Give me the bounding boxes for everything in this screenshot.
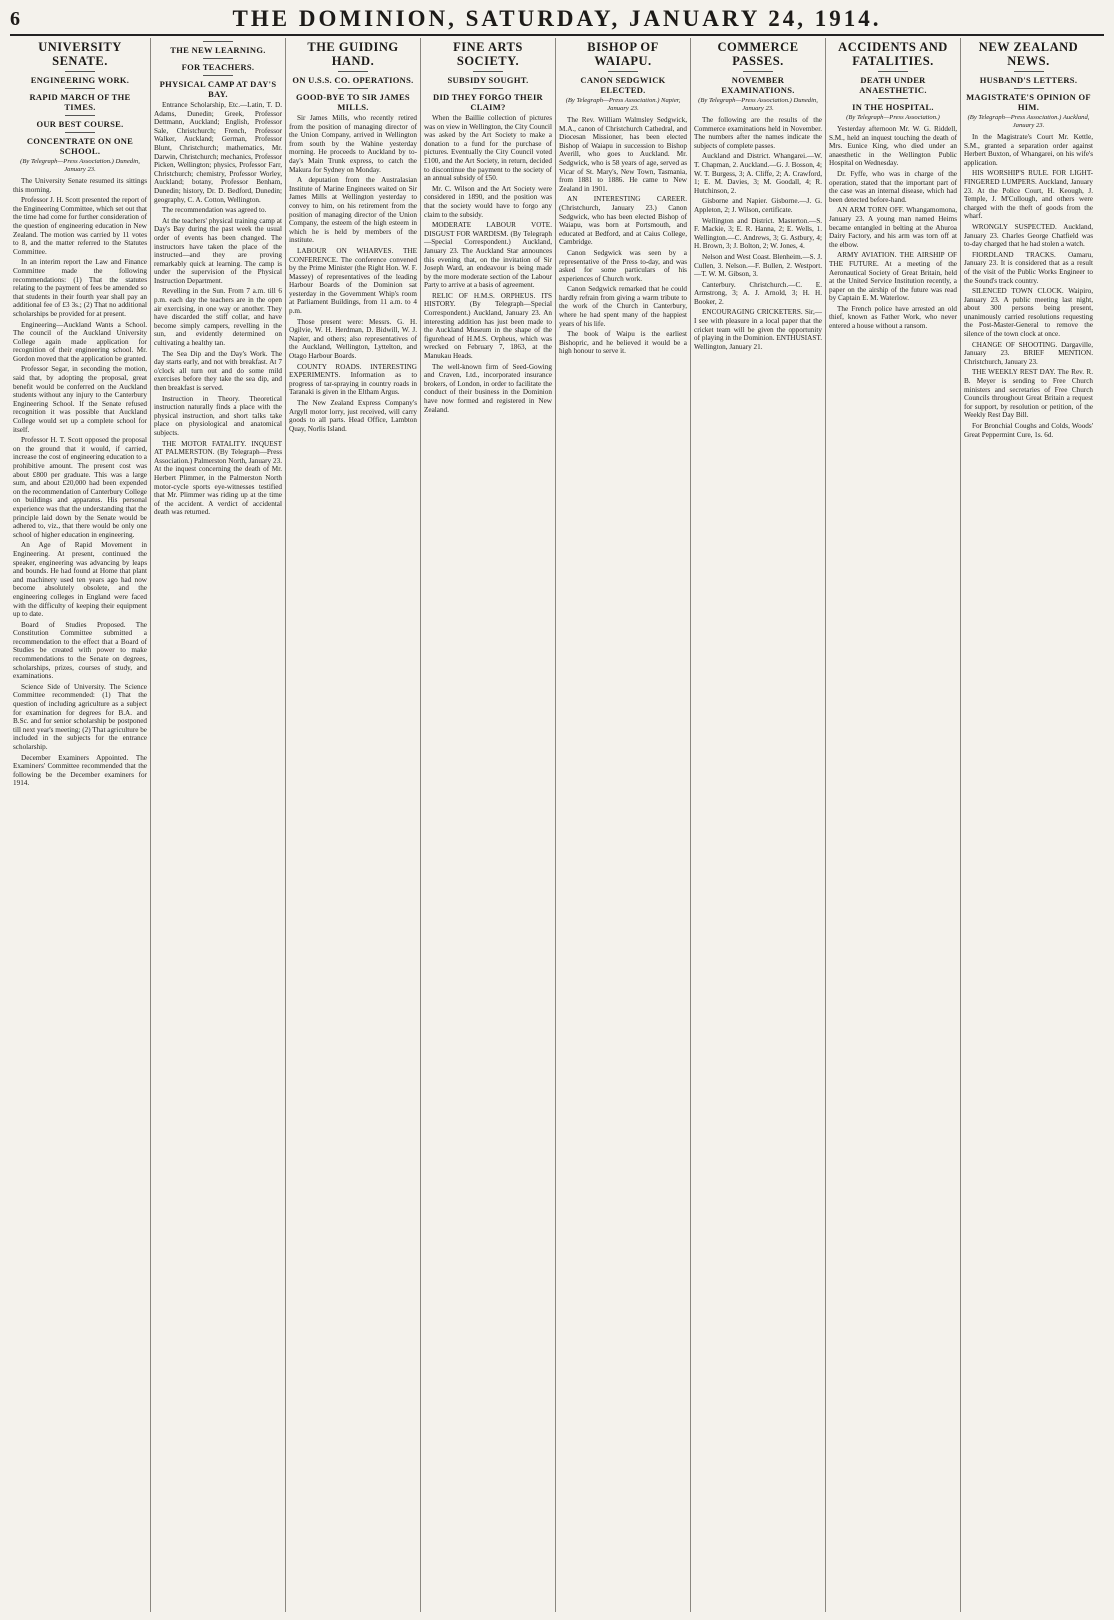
divider [65, 88, 95, 89]
masthead [10, 6, 1104, 36]
article-paragraph: Entrance Scholarship, Etc.—Latin, T. D. Adams, Dunedin; Greek, Professor Dettmann, Auckland; English, Professor Sale, Christchurch; French, Professor Walker, Auckland; German, Professor Blunt, Christchurch; mathematics, Mr. Darwin, Christchurch; mechanics, Professor Picken, Wellington; physics, Professor Farr, Christchurch; chemistry, Professor Worley, Auckland; botany, Professor Benham, Dunedin; history, Dr. D. Bedford, Dunedin; geography, C. A. Cotton, Wellington. [154, 101, 282, 204]
article-paragraph: SILENCED TOWN CLOCK. Waipiro, January 23. A public meeting last night, about 300 persons being present, unanimously carried resolutions requesting the Post-Master-General to remove the silence of the town clock at once. [964, 287, 1093, 339]
divider [743, 71, 773, 72]
article-subheading: RAPID MARCH OF THE TIMES. [29, 92, 131, 112]
article-subheading: GOOD-BYE TO SIR JAMES MILLS. [296, 92, 410, 112]
article-paragraph: The Sea Dip and the Day's Work. The day starts early, and not with breakfast. At 7 o'clock all turn out and do some mild exercises before they take the sea dip, and then breakfast is served. [154, 349, 282, 392]
article-paragraph: A deputation from the Australasian Institute of Marine Engineers waited on Sir James Mills at Wellington yesterday to convey to him, on his retirement from the position of managing director of the Union Company, the esteem of the high esteem in which he is held by members of the institute. [289, 176, 417, 245]
article-paragraph: For Bronchial Coughs and Colds, Woods' Great Peppermint Cure, 1s. 6d. [964, 422, 1093, 439]
article-paragraph: The University Senate resumed its sittings this morning. [13, 177, 147, 194]
article-paragraph: Canterbury. Christchurch.—C. E. Armstrong, 3; A. J. Arnold, 3; H. H. Booker, 2. [694, 280, 822, 306]
article-paragraph: HIS WORSHIP'S RULE. FOR LIGHT-FINGERED LUMPERS. Auckland, January 23. At the Police Court, H. Keough, J. Temple, J. M'Cullough, and others were charged with the theft of goods from the wharf. [964, 169, 1093, 221]
divider [203, 41, 233, 42]
article-byline: (By Telegraph—Press Association.) Dunedin, January 23. [698, 97, 818, 112]
article-paragraph: When the Baillie collection of pictures was on view in Wellington, the City Council was asked by the Art Society to make a donation to a fund for the purchase of pictures. Eventually the City Council voted £100, and the Art Society, in return, decided to discontinue the payment to the society of an annual subsidy of £50. [424, 114, 552, 183]
article [559, 40, 687, 356]
divider [878, 71, 908, 72]
divider [473, 71, 503, 72]
column-2 [151, 38, 286, 1612]
article-subheading: OUR BEST COURSE. [36, 119, 124, 129]
article-byline: (By Telegraph—Press Association.) Auckland, January 23. [967, 114, 1090, 129]
divider [1014, 88, 1044, 89]
column-7 [826, 38, 961, 1612]
divider [473, 88, 503, 89]
divider [608, 71, 638, 72]
article-paragraph: RELIC OF H.M.S. ORPHEUS. ITS HISTORY. (By Telegraph—Special Correspondent.) Auckland, January 23. An interesting addition has just been made to the Auckland Museum in the shape of the figurehead of H.M.S. Orpheus, which was wrecked on February 7, 1863, at the Manukau Heads. [424, 291, 552, 361]
article-paragraph: Nelson and West Coast. Blenheim.—S. J. Cullen, 3. Nelson.—F. Bullen, 2. Westport.—T. W. M. Gibson, 3. [694, 252, 822, 279]
article-paragraph: Professor H. T. Scott opposed the proposal on the ground that it would, if carried, increase the cost of engineering education to a prohibitive amount. The present cost was about £800 per graduate. This was a large sum, and about £20,000 had been expended on the recommendation of Canterbury College on buildings and apparatus. His personal experience was that the understanding that the principle laid down by the Senate would be adhered to, viz., that there would be only one school of higher education in engineering. [13, 436, 147, 539]
article-byline: (By Telegraph—Press Association.) [846, 114, 940, 121]
article [964, 40, 1093, 439]
article-headline: ACCIDENTS AND FATALITIES. [838, 40, 948, 68]
article-headline: THE GUIDING HAND. [307, 40, 399, 68]
article-paragraph: At the teachers' physical training camp at Day's Bay during the past week the usual order of events has been changed. The instructors have taken the place of the instructed—and they are proving remarkably quick at learning. The camp is under the supervision of the Physical Instruction Department. [154, 216, 282, 285]
article-subheading: IN THE HOSPITAL. [852, 102, 934, 112]
article [424, 40, 552, 414]
article-byline: (By Telegraph—Press Association.) Napier, January 23. [565, 97, 681, 112]
article-subheading: DID THEY FORGO THEIR CLAIM? [433, 92, 543, 112]
article-paragraph: Canon Sedgwick remarked that he could hardly refrain from giving a warm tribute to the work of the Church in Canterbury, where he had spent many of the happiest years of his life. [559, 285, 687, 328]
page-number: 6 [10, 8, 20, 30]
article-paragraph: Gisborne and Napier. Gisborne.—J. G. Appleton, 2; J. Wilson, certificate. [694, 197, 822, 214]
article-subheading: MAGISTRATE'S OPINION OF HIM. [966, 92, 1091, 112]
article-paragraph: An Age of Rapid Movement in Engineering. At present, continued the speaker, engineering was advancing by leaps and bounds. He had found at Home that plant and machinery used ten years ago had now become absolutely obsolete, and the engineering colleges in England were faced with the difficulty of keeping their equipment up to date. [13, 541, 147, 619]
article-subheading: FOR TEACHERS. [181, 62, 255, 72]
divider [65, 115, 95, 116]
article-paragraph: Engineering—Auckland Wants a School. The council of the Auckland University College again made application for recognition of their engineering school. Mr. Gordon moved that the application be granted. [13, 320, 147, 363]
article-paragraph: Instruction in Theory. Theoretical instruction naturally finds a place with the physical instruction, and short talks take place on physiological and anatomical subjects. [154, 394, 282, 437]
article-paragraph: The recommendation was agreed to. [162, 206, 267, 215]
article [154, 41, 282, 517]
divider [878, 98, 908, 99]
article-paragraph: Professor Segar, in seconding the motion, said that, by adopting the proposal, great benefit would be conferred on the Auckland students without any injury to the Canterbury Engineering School. If the Senate refused recognition it was possible that Auckland College would set up a complete school for itself. [13, 365, 147, 434]
article-subheading: HUSBAND'S LETTERS. [979, 75, 1078, 85]
article-paragraph: ENCOURAGING CRICKETERS. Sir,—I see with pleasure in a local paper that the cricket team will be given the opportunity of playing in the Dominion. ENTHUSIAST. Wellington, January 21. [694, 308, 822, 351]
article-subheading: CONCENTRATE ON ONE SCHOOL. [26, 136, 134, 156]
article-paragraph: Mr. C. Wilson and the Art Society were considered in 1890, and the position was that the society would have to forgo any claim to the subsidy. [424, 184, 552, 219]
article-paragraph: Sir James Mills, who recently retired from the position of managing director of the Union Company, arrived in Wellington from south by the Wahine yesterday morning. He proceeds to Auckland by to-day's Main Trunk express, to catch the Makura for Sydney on Monday. [289, 114, 417, 174]
divider [65, 132, 95, 133]
article-paragraph: Yesterday afternoon Mr. W. G. Riddell, S.M., held an inquest touching the death of Mrs. Eunice King, who died under an anaesthetic in the Wellington Public Hospital on Wednesday. [829, 125, 957, 168]
article-subheading: NOVEMBER EXAMINATIONS. [721, 75, 795, 95]
article-body [964, 133, 1093, 439]
article-subheading: SUBSIDY SOUGHT. [447, 75, 529, 85]
article [13, 40, 147, 788]
article-paragraph: In the Magistrate's Court Mr. Kettle, S.M., granted a separation order against Herbert Buxton, of Whangarei, on his wife's application. [964, 133, 1093, 167]
article-subheading: DEATH UNDER ANAESTHETIC. [859, 75, 927, 95]
article-subheading: ON U.S.S. CO. OPERATIONS. [292, 75, 414, 85]
article-paragraph: Science Side of University. The Science Committee recommended: (1) That the question of including agriculture as a subject for examination for degrees for B.A. and B.Sc. and for senior scholarship be postponed till next year's meeting; (2) That agriculture be included in the subjects for the entrance scholarship. [13, 682, 147, 751]
article-body [154, 101, 282, 517]
article-headline: BISHOP OF WAIAPU. [587, 40, 659, 68]
article-headline: NEW ZEALAND NEWS. [978, 40, 1079, 68]
article-paragraph: The French police have arrested an old thief, known as Father Work, who never entered a house without a ransom. [829, 304, 957, 331]
article-paragraph: The following are the results of the Commerce examinations held in November. The numbers after the names indicate the subjects of complete passes. [694, 116, 822, 150]
article-subheading: THE NEW LEARNING. [170, 45, 266, 55]
article-paragraph: Auckland and District. Whangarei.—W. T. Chapman, 2. Auckland.—G. J. Bosson, 4; W. T. Burgess, 3; A. Cliffe, 2; A. Crawford, 1; E. M. Davies, 3; M. Goodall, 4; R. Hutchinson, 2. [694, 152, 822, 195]
article-paragraph: CHANGE OF SHOOTING. Dargaville, January 23. BRIEF MENTION. Christchurch, January 23. [964, 340, 1093, 366]
divider [203, 75, 233, 76]
column-3 [286, 38, 421, 1612]
divider [65, 71, 95, 72]
article-paragraph: COUNTY ROADS. INTERESTING EXPERIMENTS. Information as to progress of tar-spraying in country roads in Taranaki is given in the Eltham Argus. [289, 362, 417, 397]
article-paragraph: Those present were: Messrs. G. H. Ogilvie, W. H. Herdman, D. Bidwill, W. J. Napier, and others; also representatives of the Auckland, Wellington, Lyttelton, and Otago Harbour Boards. [289, 317, 417, 361]
article-body [289, 114, 417, 433]
article-paragraph: The Rev. William Walmsley Sedgwick, M.A., canon of Christchurch Cathedral, and Diocesan Missioner, has been elected Bishop of Waiapu in succession to Bishop Averill, who goes to Auckland. Mr. Sedgwick, who is 58 years of age, served as Vicar of St. Mary's, New Town, Tasmania, from 1881 to 1886. He came to New Zealand in 1901. [559, 116, 687, 193]
article-paragraph: Dr. Fyffe, who was in charge of the operation, stated that the important part of the case was an internal disease, which had been detected before-hand. [829, 169, 957, 204]
article-subheading: ENGINEERING WORK. [30, 75, 130, 85]
divider [338, 88, 368, 89]
article [289, 40, 417, 433]
divider [338, 71, 368, 72]
article-headline: COMMERCE PASSES. [717, 40, 799, 68]
article-byline: (By Telegraph—Press Association.) Dunedin, January 23. [20, 158, 140, 173]
article-headline: FINE ARTS SOCIETY. [453, 40, 523, 68]
columns-container [10, 38, 1104, 1612]
column-1 [10, 38, 151, 1612]
article-paragraph: WRONGLY SUSPECTED. Auckland, January 23. Charles George Chatfield was to-day charged that he had stolen a watch. [964, 222, 1093, 249]
article-paragraph: Professor J. H. Scott presented the report of the Engineering Committee, which set out that the time had come for further consideration of the question of engineering education in New Zealand. The motion was carried by 11 votes to 8, and the matter referred to the Statutes Committee. [13, 196, 147, 256]
column-8 [961, 38, 1096, 1612]
article-subheading: PHYSICAL CAMP AT DAY'S BAY. [159, 79, 277, 99]
article-paragraph: THE MOTOR FATALITY. INQUEST AT PALMERSTON. (By Telegraph—Press Association.) Palmerston North, January 23. At the inquest concerning the death of Mr. Herbert Plimmer, in the Palmerston North motor-cycle sports eye-witnesses testified that Mr. Plimmer was riding up at the time of the accident. A verdict of accidental death was returned. [154, 439, 282, 517]
article-paragraph: FIORDLAND TRACKS. Oamaru, January 23. It is considered that as a result of the visit of the Public Works Engineer to the Sound's track country. [964, 250, 1093, 285]
article-paragraph: The well-known firm of Seed-Gowing and Craven, Ltd., incorporated insurance brokers, of London, in order to facilitate the conduct of their business in the Dominion have now formed and registered in New Zealand. [424, 362, 552, 414]
article-paragraph: Wellington and District. Masterton.—S. F. Mackie, 3; E. R. Hanna, 2; E. Wells, 1. Wellington.—C. Andrews, 3; G. Astbury, 4; H. Brown, 3; J. Bolton, 2; W. Jones, 4. [694, 216, 822, 251]
article-paragraph: Revelling in the Sun. From 7 a.m. till 6 p.m. each day the teachers are in the open air exercising, in one way or another. They have discarded the stiff collar, and have become simply campers, revelling in the sun, and evidently determined on cultivating a healthy tan. [154, 287, 282, 348]
newspaper-title: THE DOMINION, SATURDAY, JANUARY 24, 1914. [232, 6, 882, 31]
column-6 [691, 38, 826, 1612]
article-body [424, 114, 552, 414]
article-body [13, 177, 147, 788]
article-paragraph: THE WEEKLY REST DAY. The Rev. R. B. Meyer is sending to Free Church ministers and secretaries of Free Church Councils throughout Great Britain a request for support, by resolution or petition, of the Weekly Rest Day Bill. [964, 368, 1093, 420]
article-paragraph: December Examiners Appointed. The Examiners' Committee recommended that the following be the December examiners for 1914. [13, 753, 147, 788]
article-paragraph: LABOUR ON WHARVES. THE CONFERENCE. The conference convened by the Prime Minister (the Right Hon. W. F. Massey) of representatives of the leading Harbour Boards of the Dominion sat yesterday in the Government Whip's room at Parliament Buildings, from 11 a.m. to 4 p.m. [289, 246, 417, 316]
article-body [559, 116, 687, 356]
article-paragraph: AN ARM TORN OFF. Whangamomona, January 23. A young man named Heims became entangled in belting at the Ahuroa Dairy Factory, and his arm was torn off at the elbow. [829, 206, 957, 249]
article-body [694, 116, 822, 351]
article-paragraph: ARMY AVIATION. THE AIRSHIP OF THE FUTURE. At a meeting of the Aeronautical Society of Great Britain, held at the United Service Institution recently, a paper on the airship of the future was read by Captain E. M. Waterlow. [829, 251, 957, 303]
divider [203, 58, 233, 59]
article-paragraph: MODERATE LABOUR VOTE. DISGUST FOR WARDISM. (By Telegraph—Special Correspondent.) Auckland, January 23. The Auckland Star announces this evening that, on the invitation of Sir Joseph Ward, an endeavour is being made by the more moderate section of the Labour Party to arrive at a basis of agreement. [424, 221, 552, 290]
column-4 [421, 38, 556, 1612]
column-5 [556, 38, 691, 1612]
article-paragraph: In an interim report the Law and Finance Committee made the following recommendations: (1) That the statutes relating to the payment of fees be amended so that students in their fourth year shall pay an additional fee of £3 3s.; (2) That no additional scholarships be provided for at present. [13, 258, 147, 318]
article-paragraph: AN INTERESTING CAREER. (Christchurch, January 23.) Canon Sedgwick, who has been elected Bishop of Waiapu, was born at Portsmouth, and educated at Bedford, and at Caius College, Cambridge. [559, 195, 687, 247]
article-subheading: CANON SEDGWICK ELECTED. [580, 75, 666, 95]
article-paragraph: Canon Sedgwick was seen by a representative of the Press to-day, and was asked for some particulars of his experiences of Church work. [559, 248, 687, 283]
article-paragraph: The book of Waipu is the earliest Bishopric, and he believed it would be a high honour to serve it. [559, 330, 687, 356]
article-body [829, 125, 957, 331]
article [829, 40, 957, 331]
divider [1014, 71, 1044, 72]
article-paragraph: The New Zealand Express Company's Argyll motor lorry, just received, will carry goods to all parts. Head Office, Lambton Quay, Norlis Island. [289, 399, 417, 433]
article-headline: UNIVERSITY SENATE. [38, 40, 122, 68]
article [694, 40, 822, 351]
article-paragraph: Board of Studies Proposed. The Constitution Committee submitted a recommendation to the effect that a Board of Studies be created with power to make recommendations to the Senate on degrees, scholarships, prizes, courses of study, and examinations. [13, 620, 147, 681]
